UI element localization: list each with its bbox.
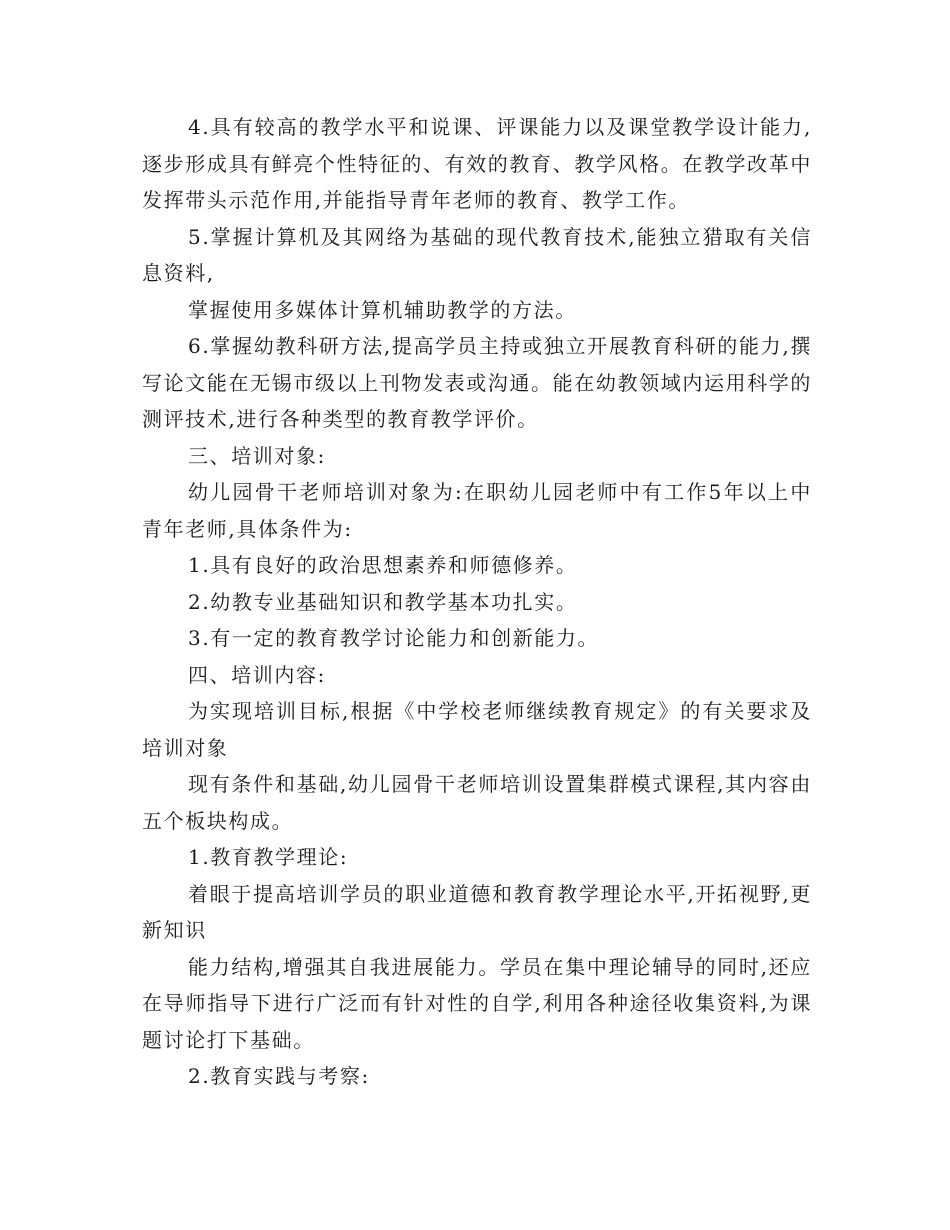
list-item-condition-2: 2.幼教专业基础知识和教学基本功扎实。 [188, 589, 578, 614]
subheading-education-theory: 1.教育教学理论: [188, 845, 349, 869]
paragraph-self-study: 能力结构,增强其自我进展能力。学员在集中理论辅导的同时,还应在导师指导下进行广泛而有针对性的自学,利用各种途径收集资料,为课题讨论打下基础。 [142, 954, 812, 1052]
paragraph-multimedia: 掌握使用多媒体计算机辅助教学的方法。 [188, 297, 577, 322]
subheading-practice-and-inspection: 2.教育实践与考察: [188, 1064, 370, 1088]
paragraph-content-basis: 为实现培训目标,根据《中学校老师继续教育规定》的有关要求及培训对象 [142, 699, 812, 760]
paragraph-research-methods: 6.掌握幼教科研方法,提高学员主持或独立开展教育科研的能力,撰写论文能在无锡市级以上刊物发表或沟通。能在幼教领域内运用科学的测评技术,进行各种类型的教育教学评价。 [142, 334, 812, 431]
paragraph-target-description: 幼儿园骨干老师培训对象为:在职幼儿园老师中有工作5年以上中青年老师,具体条件为: [142, 480, 812, 541]
list-item-condition-3: 3.有一定的教育教学讨论能力和创新能力。 [188, 626, 600, 650]
document-body [142, 109, 812, 1095]
section-heading-training-targets: 三、培训对象: [188, 443, 326, 468]
paragraph-theory-goal: 着眼于提高培训学员的职业道德和教育教学理论水平,开拓视野,更新知识 [142, 881, 812, 942]
paragraph-course-structure: 现有条件和基础,幼儿园骨干老师培训设置集群模式课程,其内容由五个板块构成。 [142, 772, 812, 833]
list-item-condition-1: 1.具有良好的政治思想素养和师德修养。 [188, 553, 578, 577]
paragraph-teaching-ability: 4.具有较高的教学水平和说课、评课能力以及课堂教学设计能力,逐步形成具有鲜亮个性特征的、有效的教育、教学风格。在教学改革中发挥带头示范作用,并能指导青年老师的教育、教学工作。 [142, 115, 812, 212]
section-heading-training-content: 四、培训内容: [188, 662, 326, 687]
paragraph-computer-skills: 5.掌握计算机及其网络为基础的现代教育技术,能独立猎取有关信息资料, [142, 224, 812, 285]
